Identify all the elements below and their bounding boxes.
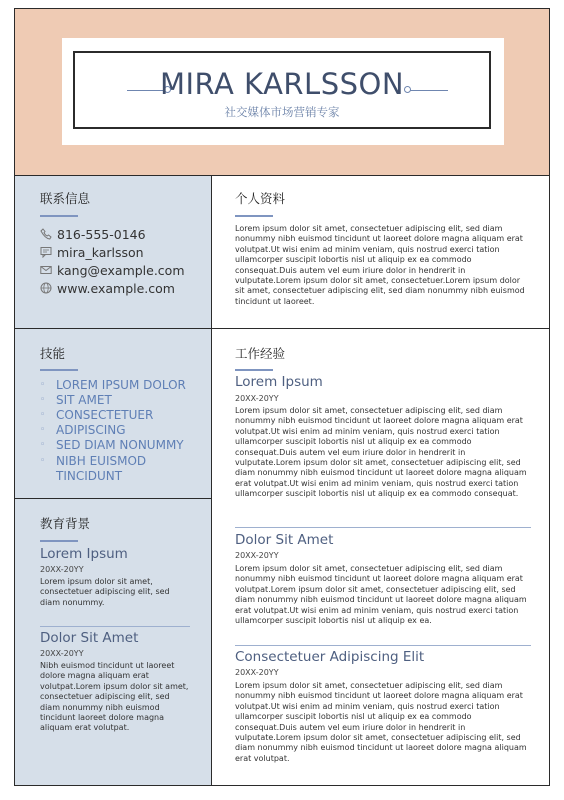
contact-title: 联系信息 [40,191,91,206]
contact-underline [40,215,78,217]
email-address: kang@example.com [57,262,185,278]
bullet-icon: ◦ [40,440,46,450]
job-title: Lorem Ipsum [235,374,323,390]
job-description: Lorem ipsum dolor sit amet, consectetuer adipiscing elit, sed diam nonummy nibh euismod tincidunt ut laoreet dolore magna aliquam erat volutpat.Lorem ipsum dolor sit amet, consectetuer adipiscing elit, sed diam nonummy nibh euismod tincidunt ut laoreet dolore magna aliquam erat volutpat.Ut wisi enim ad minim veniam, quis nostrud exerci tation ullamcorper suscipit lobortis nisl ut aliquip ex ea. [235,564,527,626]
phone-icon [40,228,52,240]
job-date: 20XX-20YY [235,668,279,677]
bullet-icon: ◦ [40,395,46,405]
resume-page: MIRA KARLSSON 社交媒体市场营销专家 联系信息 816-555-0146 mira_karlsson kang@example.com www.example.com 技能 ◦ LOREM IPSUM DOLOR ◦ SIT AMET ◦ CONSECTETUER ◦ ADIPISCING ◦ SED DIAM NONUMMY ◦ NIBH EUISMOD TINCIDUNT 教育背景 Lorem Ipsum 20XX-20YY Lorem ipsum dolor sit amet, consectetuer adipiscing elit, sed diam nonummy. Dolor Sit Amet 20XX-20YY Nibh euismod tincidunt ut laoreet dolore magna aliquam erat volutpat.Lorem ipsum dolor sit amet, consectetuer adipiscing elit, sed diam nonummy nibh euismod tincidunt laoreet dolore magna aliquam erat volutpat. 个人资料 Lorem ipsum dolor sit amet, consectetuer adipiscing elit, sed diam nonummy nibh euismod tincidunt ut laoreet dolore magna aliquam erat volutpat.Ut wisi enim ad minim veniam, quis nostrud exerci tation ullamcorper suscipit lobortis nisl ut aliquip ex ea commodo consequat.Duis autem vel eum iriure dolor in hendrerit in vulputate.Lorem ipsum dolor sit amet, consectetuer.Lorem ipsum dolor sit amet, consectetuer adipiscing elit, sed diam nonummy nibh euismod tincidunt ut laoreet. 工作经验 Lorem Ipsum 20XX-20YY Lorem ipsum dolor sit amet, consectetuer adipiscing elit, sed diam nonummy nibh euismod tincidunt ut laoreet dolore magna aliquam erat volutpat.Ut wisi enim ad minim veniam, quis nostrud exerci tation ullamcorper suscipit lobortis nisl ut aliquip ex ea commodo consequat.Duis autem vel eum iriure dolor in hendrerit in vulputate.Lorem ipsum dolor sit amet, consectetuer adipiscing elit, sed diam nonummy nibh euismod tincidunt ut laoreet dolore magna aliquam erat volutpat.Ut wisi enim ad minim veniam, quis nostrud exerci tation ullamcorper suscipit lobortis nisl ut aliquip ex ea commodo consequat. Dolor Sit Amet 20XX-20YY Lorem ipsum dolor sit amet, consectetuer adipiscing elit, sed diam nonummy nibh euismod tincidunt ut laoreet dolore magna aliquam erat volutpat.Lorem ipsum dolor sit amet, consectetuer adipiscing elit, sed diam nonummy nibh euismod tincidunt ut laoreet dolore magna aliquam erat volutpat.Ut wisi enim ad minim veniam, quis nostrud exerci tation ullamcorper suscipit lobortis nisl ut aliquip ex ea. Consectetuer Adipiscing Elit 20XX-20YY Lorem ipsum dolor sit amet, consectetuer adipiscing elit, sed diam nonummy nibh euismod tincidunt ut laoreet dolore magna aliquam erat volutpat.Ut wisi enim ad minim veniam, quis nostrud exerci tation ullamcorper suscipit lobortis nisl ut aliquip ex ea commodo consequat.Duis autem vel eum iriure dolor in hendrerit in vulputate.Lorem ipsum dolor sit amet, consectetuer adipiscing elit, sed diam nonummy nibh euismod tincidunt ut laoreet dolore magna aliquam erat volutpat. [14,8,550,786]
education-separator [40,626,190,627]
education-description: Lorem ipsum dolor sit amet, consectetuer adipiscing elit, sed diam nonummy. [40,577,170,607]
skills-title: 技能 [40,346,66,361]
bullet-icon: ◦ [40,456,46,466]
chat-icon [40,246,52,258]
experience-underline [235,369,273,371]
education-title: 教育背景 [40,516,91,531]
profile-underline [235,215,273,217]
job-date: 20XX-20YY [235,394,279,403]
contact-social [40,243,144,261]
bullet-icon: ◦ [40,410,46,420]
job-description: Lorem ipsum dolor sit amet, consectetuer adipiscing elit, sed diam nonummy nibh euismod tincidunt ut laoreet dolore magna aliquam erat volutpat.Ut wisi enim ad minim veniam, quis nostrud exerci tation ullamcorper suscipit lobortis nisl ut aliquip ex ea commodo consequat.Duis autem vel eum iriure dolor in hendrerit in vulputate.Lorem ipsum dolor sit amet, consectetuer adipiscing elit, sed diam nonummy nibh euismod tincidunt ut laoreet dolore magna aliquam erat volutpat. [235,681,527,763]
profile-title: 个人资料 [235,191,286,206]
education-underline [40,540,78,542]
job-title: Consectetuer Adipiscing Elit [235,649,425,665]
contact-email [40,261,185,279]
contact-website [40,279,175,297]
education-school: Dolor Sit Amet [40,630,139,646]
candidate-subtitle: 社交媒体市场营销专家 [224,105,340,119]
phone-number: 816-555-0146 [57,226,146,242]
education-date: 20XX-20YY [40,649,84,658]
job-separator [235,527,531,528]
job-title: Dolor Sit Amet [235,532,334,548]
profile-text: Lorem ipsum dolor sit amet, consectetuer adipiscing elit, sed diam nonummy nibh euismod tincidunt ut laoreet dolore magna aliquam erat volutpat.Ut wisi enim ad minim veniam, quis nostrud exerci tation ullamcorper suscipit lobortis nisl ut aliquip ex ea commodo consequat.Duis autem vel eum iriure dolor in hendrerit in vulputate.Lorem ipsum dolor sit amet, consectetuer.Lorem ipsum dolor sit amet, consectetuer adipiscing elit, sed diam nonummy nibh euismod tincidunt ut laoreet. [235,224,525,306]
skills-underline [40,369,78,371]
header-card [62,38,504,145]
name-frame [73,51,491,129]
experience-title: 工作经验 [235,346,286,361]
bullet-icon: ◦ [40,380,46,390]
job-separator [235,645,531,646]
job-date: 20XX-20YY [235,551,279,560]
education-school: Lorem Ipsum [40,546,128,562]
globe-icon [40,282,52,294]
mail-icon [40,264,52,276]
column-divider [211,176,212,785]
section-divider-2 [15,498,211,499]
website-url: www.example.com [57,280,175,296]
contact-phone [40,225,146,243]
header-band [15,9,549,176]
candidate-name: MIRA KARLSSON [159,67,405,101]
education-date: 20XX-20YY [40,565,84,574]
section-divider-1 [15,328,549,329]
job-description: Lorem ipsum dolor sit amet, consectetuer adipiscing elit, sed diam nonummy nibh euismod tincidunt ut laoreet dolore magna aliquam erat volutpat.Ut wisi enim ad minim veniam, quis nostrud exerci tation ullamcorper suscipit lobortis nisl ut aliquip ex ea commodo consequat.Duis autem vel eum iriure dolor in hendrerit in vulputate.Lorem ipsum dolor sit amet, consectetuer adipiscing elit, sed diam nonummy nibh euismod tincidunt ut laoreet dolore magna aliquam erat volutpat.Ut wisi enim ad minim veniam, quis nostrud exerci tation ullamcorper suscipit lobortis nisl ut aliquip ex ea commodo consequat. [235,406,527,499]
education-description: Nibh euismod tincidunt ut laoreet dolore magna aliquam erat volutpat.Lorem ipsum dolor sit amet, consectetuer adipiscing elit, sed diam nonummy nibh euismod tincidunt laoreet dolore magna aliquam erat volutpat. [40,661,189,733]
social-handle: mira_karlsson [57,244,144,260]
bullet-icon: ◦ [40,425,46,435]
